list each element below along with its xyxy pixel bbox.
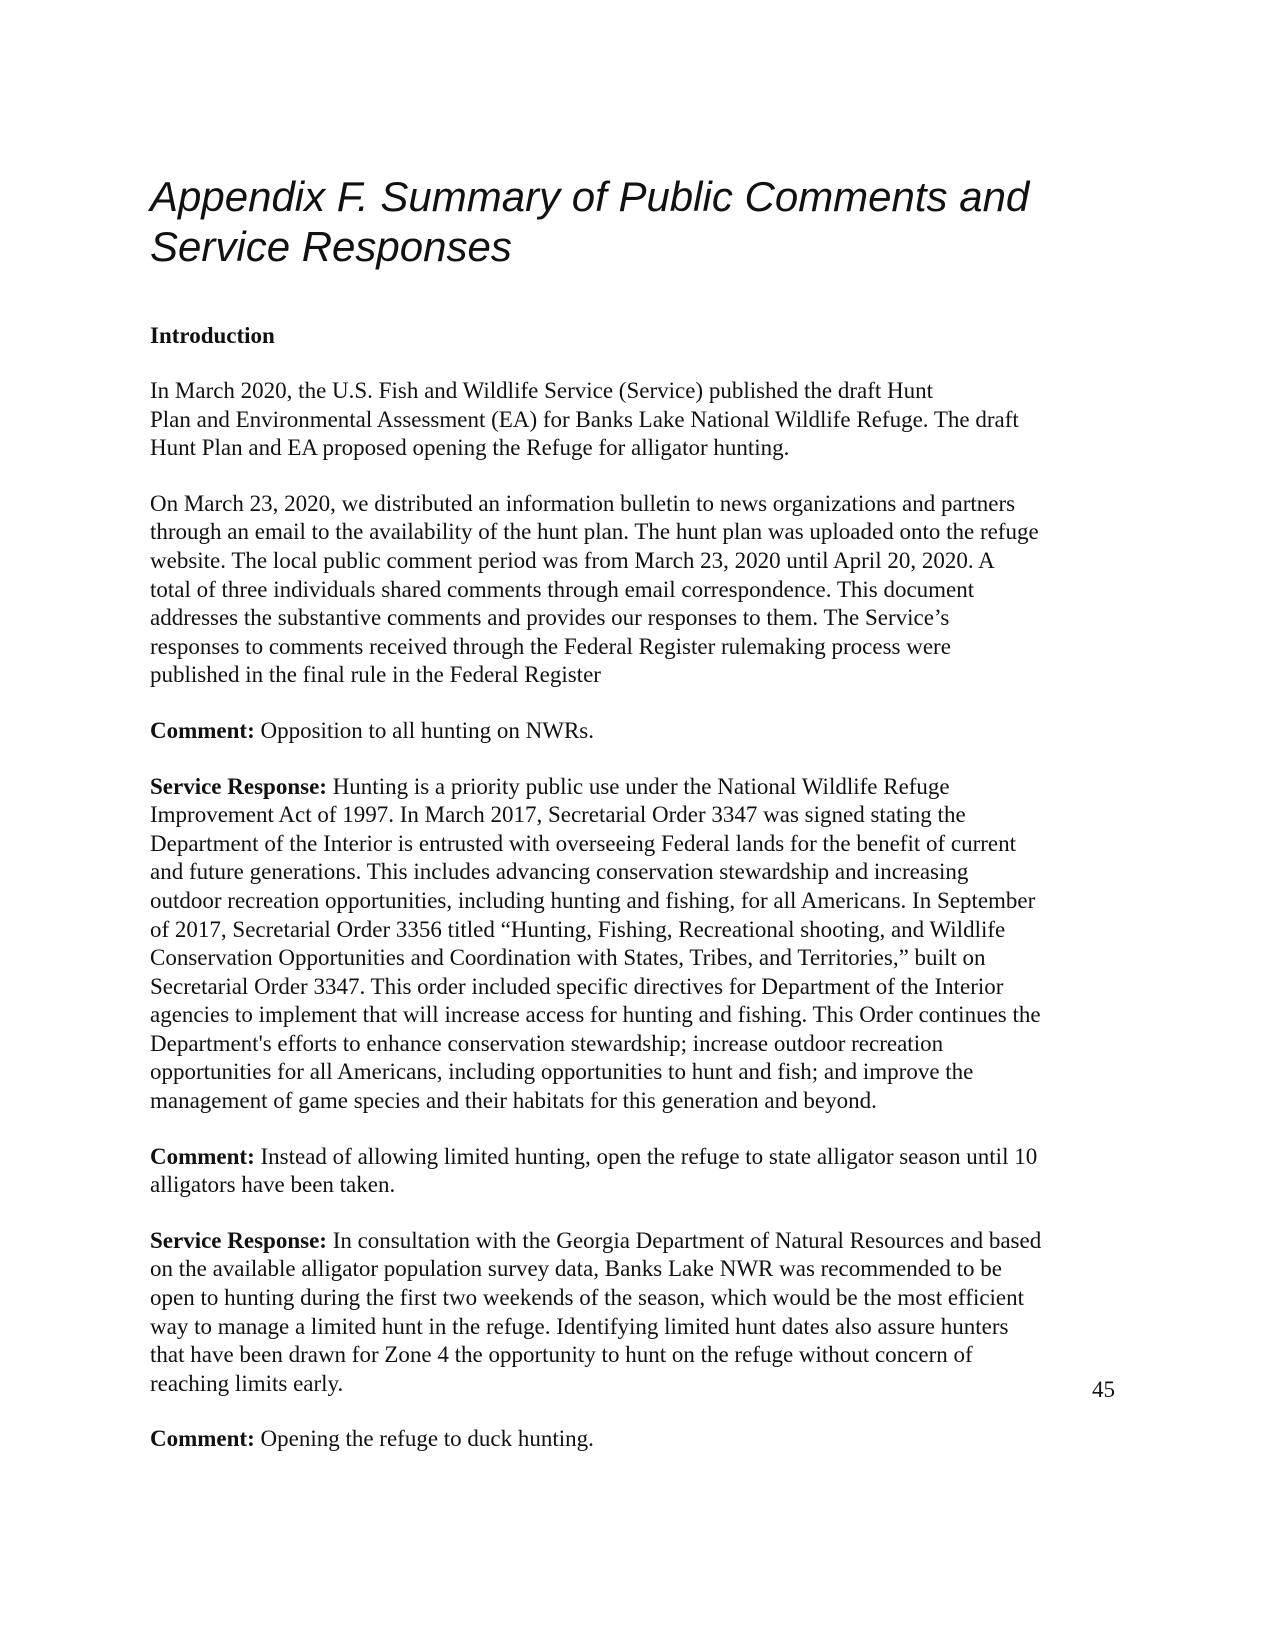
text-line: and future generations. This includes advancing conservation stewardship and increasing	[150, 859, 969, 885]
text-line: that have been drawn for Zone 4 the opportunity to hunt on the refuge without concern of	[150, 1342, 973, 1368]
text-line: Secretarial Order 3347. This order included specific directives for Department of the Interior	[150, 973, 1004, 999]
text-line	[150, 1227, 1115, 1256]
text-line: On March 23, 2020, we distributed an information bulletin to news organizations and partners	[150, 490, 1016, 516]
service-response-2	[150, 1227, 1115, 1399]
text-line: alligators have been taken.	[150, 1172, 396, 1198]
text-line: addresses the substantive comments and provides our responses to them. The Service’s	[150, 605, 950, 631]
text-line: Plan and Environmental Assessment (EA) for Banks Lake National Wildlife Refuge. The draft	[150, 406, 1019, 432]
text-line: Hunt Plan and EA proposed opening the Refuge for alligator hunting.	[150, 435, 790, 461]
text-line: Department of the Interior is entrusted with overseeing Federal lands for the benefit of current	[150, 830, 1017, 856]
response-label: Service Response:	[150, 1227, 327, 1253]
comment-label: Comment:	[150, 1143, 255, 1169]
page-title	[150, 172, 1115, 272]
text-line: through an email to the availability of the hunt plan. The hunt plan was uploaded onto the refuge	[150, 519, 1039, 545]
text-line: opportunities for all Americans, including opportunities to hunt and fish; and improve the	[150, 1059, 974, 1085]
comment-text: Opposition to all hunting on NWRs.	[260, 717, 594, 743]
text-line: website. The local public comment period was from March 23, 2020 until April 20, 2020. A	[150, 547, 995, 573]
comment-label: Comment:	[150, 717, 255, 743]
comment-3	[150, 1425, 1115, 1454]
text-line: Conservation Opportunities and Coordination with States, Tribes, and Territories,” built on	[150, 945, 986, 971]
text-line: total of three individuals shared comments through email correspondence. This document	[150, 576, 975, 602]
text-line: management of game species and their habitats for this generation and beyond.	[150, 1088, 877, 1114]
text-line	[150, 717, 1115, 746]
comment-2	[150, 1143, 1115, 1200]
comment-text: Opening the refuge to duck hunting.	[260, 1426, 594, 1452]
response-text: Hunting is a priority public use under the National Wildlife Refuge	[332, 773, 950, 799]
text-line	[150, 773, 1115, 802]
text-line: way to manage a limited hunt in the refuge. Identifying limited hunt dates also assure hunters	[150, 1313, 1009, 1339]
text-line	[150, 1425, 1115, 1454]
intro-paragraph-1	[150, 377, 1115, 463]
text-line: Improvement Act of 1997. In March 2017, Secretarial Order 3347 was signed stating the	[150, 802, 966, 828]
page-number: 45	[1092, 1377, 1115, 1402]
intro-paragraph-2	[150, 490, 1115, 690]
document-page	[150, 172, 1115, 1454]
text-line	[150, 1143, 1115, 1172]
response-label: Service Response:	[150, 773, 327, 799]
comment-1	[150, 717, 1115, 746]
text-line: agencies to implement that will increase access for hunting and fishing. This Order continues the	[150, 1002, 1041, 1028]
text-line: reaching limits early.	[150, 1370, 344, 1396]
text-line: open to hunting during the first two weekends of the season, which would be the most efficient	[150, 1285, 1025, 1311]
text-line: outdoor recreation opportunities, including hunting and fishing, for all Americans. In September	[150, 887, 1036, 913]
response-text: In consultation with the Georgia Department of Natural Resources and based	[332, 1227, 1042, 1253]
text-line: Department's efforts to enhance conservation stewardship; increase outdoor recreation	[150, 1030, 944, 1056]
text-line: published in the final rule in the Federal Register	[150, 662, 601, 688]
service-response-1	[150, 773, 1115, 1116]
text-line: of 2017, Secretarial Order 3356 titled “Hunting, Fishing, Recreational shooting, and Wildlife	[150, 916, 1006, 942]
title-line: Appendix F. Summary of Public Comments and	[150, 173, 1030, 220]
text-line: In March 2020, the U.S. Fish and Wildlife Service (Service) published the draft Hunt	[150, 378, 934, 403]
title-line: Service Responses	[150, 223, 512, 270]
text-line: on the available alligator population survey data, Banks Lake NWR was recommended to be	[150, 1256, 1003, 1282]
section-heading: Introduction	[150, 323, 275, 348]
text-line: responses to comments received through the Federal Register rulemaking process were	[150, 633, 951, 659]
comment-text: Instead of allowing limited hunting, open the refuge to state alligator season until 10	[260, 1143, 1038, 1169]
comment-label: Comment:	[150, 1426, 255, 1452]
